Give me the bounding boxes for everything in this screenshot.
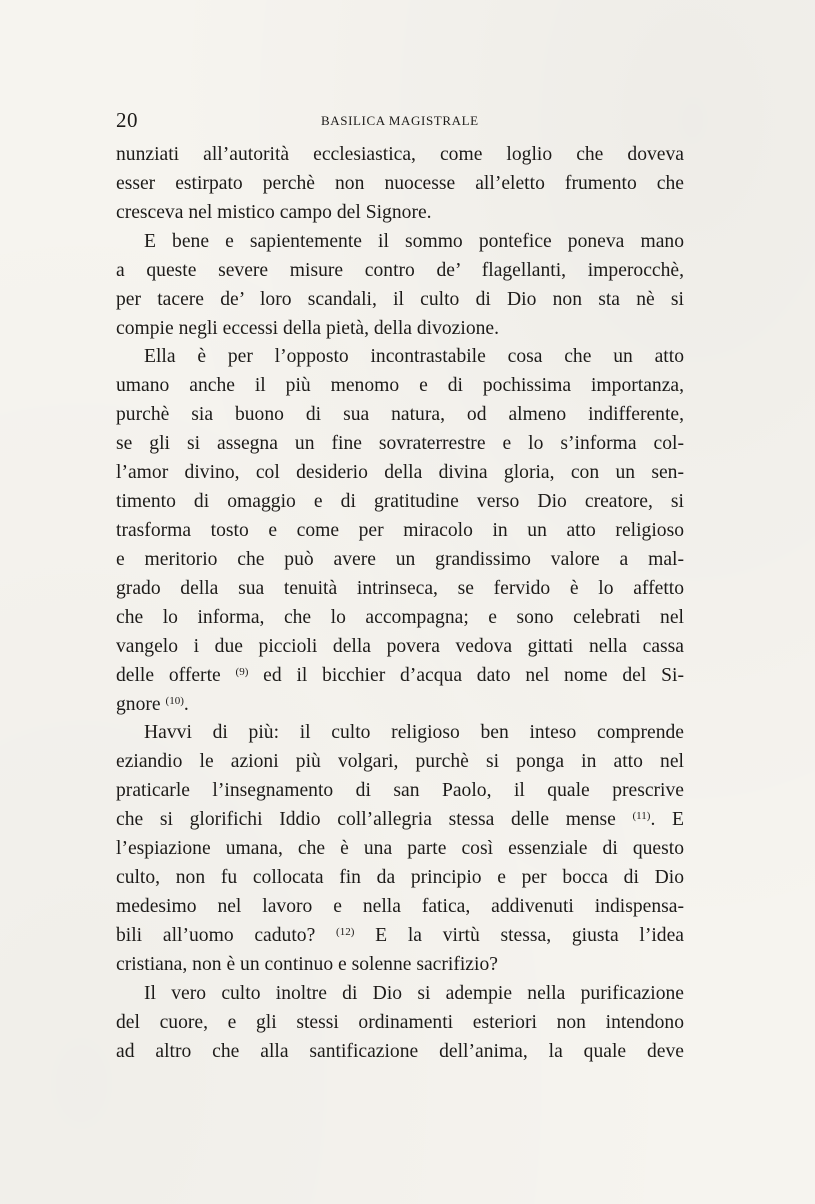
text-line: Ella è per l’opposto incontrastabile cosa che un atto	[144, 346, 684, 368]
text-line: timento di omaggio e di gratitudine verso Dio creatore, si	[116, 491, 684, 513]
text-line: E bene e sapientemente il sommo pontefice poneva mano	[144, 230, 684, 252]
page-number: 20	[116, 108, 138, 132]
text-line: Il vero culto inoltre di Dio si adempie nella purificazione	[144, 982, 684, 1004]
text-line: umano anche il più menomo e di pochissima importanza,	[116, 375, 684, 397]
text-line: purchè sia buono di sua natura, od almeno indifferente,	[116, 404, 684, 426]
text-fragment: che si glorifichi Iddio coll’allegria stessa delle mense	[116, 809, 616, 831]
text-line: l’amor divino, col desiderio della divina gloria, con un sen-	[116, 462, 684, 484]
footnote-ref: (12)	[336, 925, 355, 938]
text-line: culto, non fu collocata fin da principio e per bocca di Dio	[116, 867, 684, 889]
text-line: se gli si assegna un fine sovraterrestre e lo s’informa col-	[116, 433, 684, 455]
text-line	[116, 662, 684, 691]
text-line: vangelo i due piccioli della povera vedova gittati nella cassa	[116, 635, 684, 657]
text-fragment: .	[183, 693, 189, 715]
text-line	[116, 806, 684, 835]
footnote-ref: (10)	[165, 694, 184, 707]
text-line: del cuore, e gli stessi ordinamenti esteriori non intendono	[116, 1011, 684, 1033]
footnote-ref: (9)	[235, 665, 249, 678]
text-line: cresceva nel mistico campo del Signore.	[116, 201, 432, 223]
text-fragment: gnore	[116, 693, 161, 715]
text-line: praticarle l’insegnamento di san Paolo, il quale prescrive	[116, 780, 684, 802]
text-line: trasforma tosto e come per miracolo in un atto religioso	[116, 519, 684, 541]
text-line	[116, 691, 684, 720]
text-fragment: E la virtù stessa, giusta l’idea	[375, 924, 684, 946]
page-header	[116, 108, 684, 134]
text-line: che lo informa, che lo accompagna; e sono celebrati nel	[116, 606, 684, 628]
text-line	[116, 922, 684, 951]
text-line: Havvi di più: il culto religioso ben inteso comprende	[144, 722, 684, 744]
text-fragment: ed il bicchier d’acqua dato nel nome del Si-	[263, 664, 684, 686]
text-fragment: bili all’uomo caduto?	[116, 924, 316, 946]
text-fragment: delle offerte	[116, 664, 221, 686]
text-line: cristiana, non è un continuo e solenne sacrifizio?	[116, 953, 498, 975]
text-line: medesimo nel lavoro e nella fatica, addivenuti indispensa-	[116, 895, 684, 917]
text-line: e meritorio che può avere un grandissimo valore a mal-	[116, 548, 684, 570]
text-line: esser estirpato perchè non nuocesse all’eletto frumento che	[116, 172, 684, 194]
text-line: ad altro che alla santificazione dell’anima, la quale deve	[116, 1040, 684, 1062]
footnote-ref: (11)	[632, 810, 651, 823]
text-line: compie negli eccessi della pietà, della divozione.	[116, 317, 500, 339]
text-line: eziandio le azioni più volgari, purchè si ponga in atto nel	[116, 751, 684, 773]
text-line: per tacere de’ loro scandali, il culto di Dio non sta nè si	[116, 288, 684, 310]
text-line: grado della sua tenuità intrinseca, se fervido è lo affetto	[116, 577, 684, 599]
text-fragment: . E	[650, 809, 684, 831]
text-line: l’espiazione umana, che è una parte così essenziale di questo	[116, 838, 684, 860]
text-line: nunziati all’autorità ecclesiastica, come loglio che doveva	[116, 144, 684, 165]
body-text	[116, 141, 684, 1067]
text-line: a queste severe misure contro de’ flagellanti, imperocchè,	[116, 259, 684, 281]
running-head: BASILICA MAGISTRALE	[321, 113, 479, 128]
